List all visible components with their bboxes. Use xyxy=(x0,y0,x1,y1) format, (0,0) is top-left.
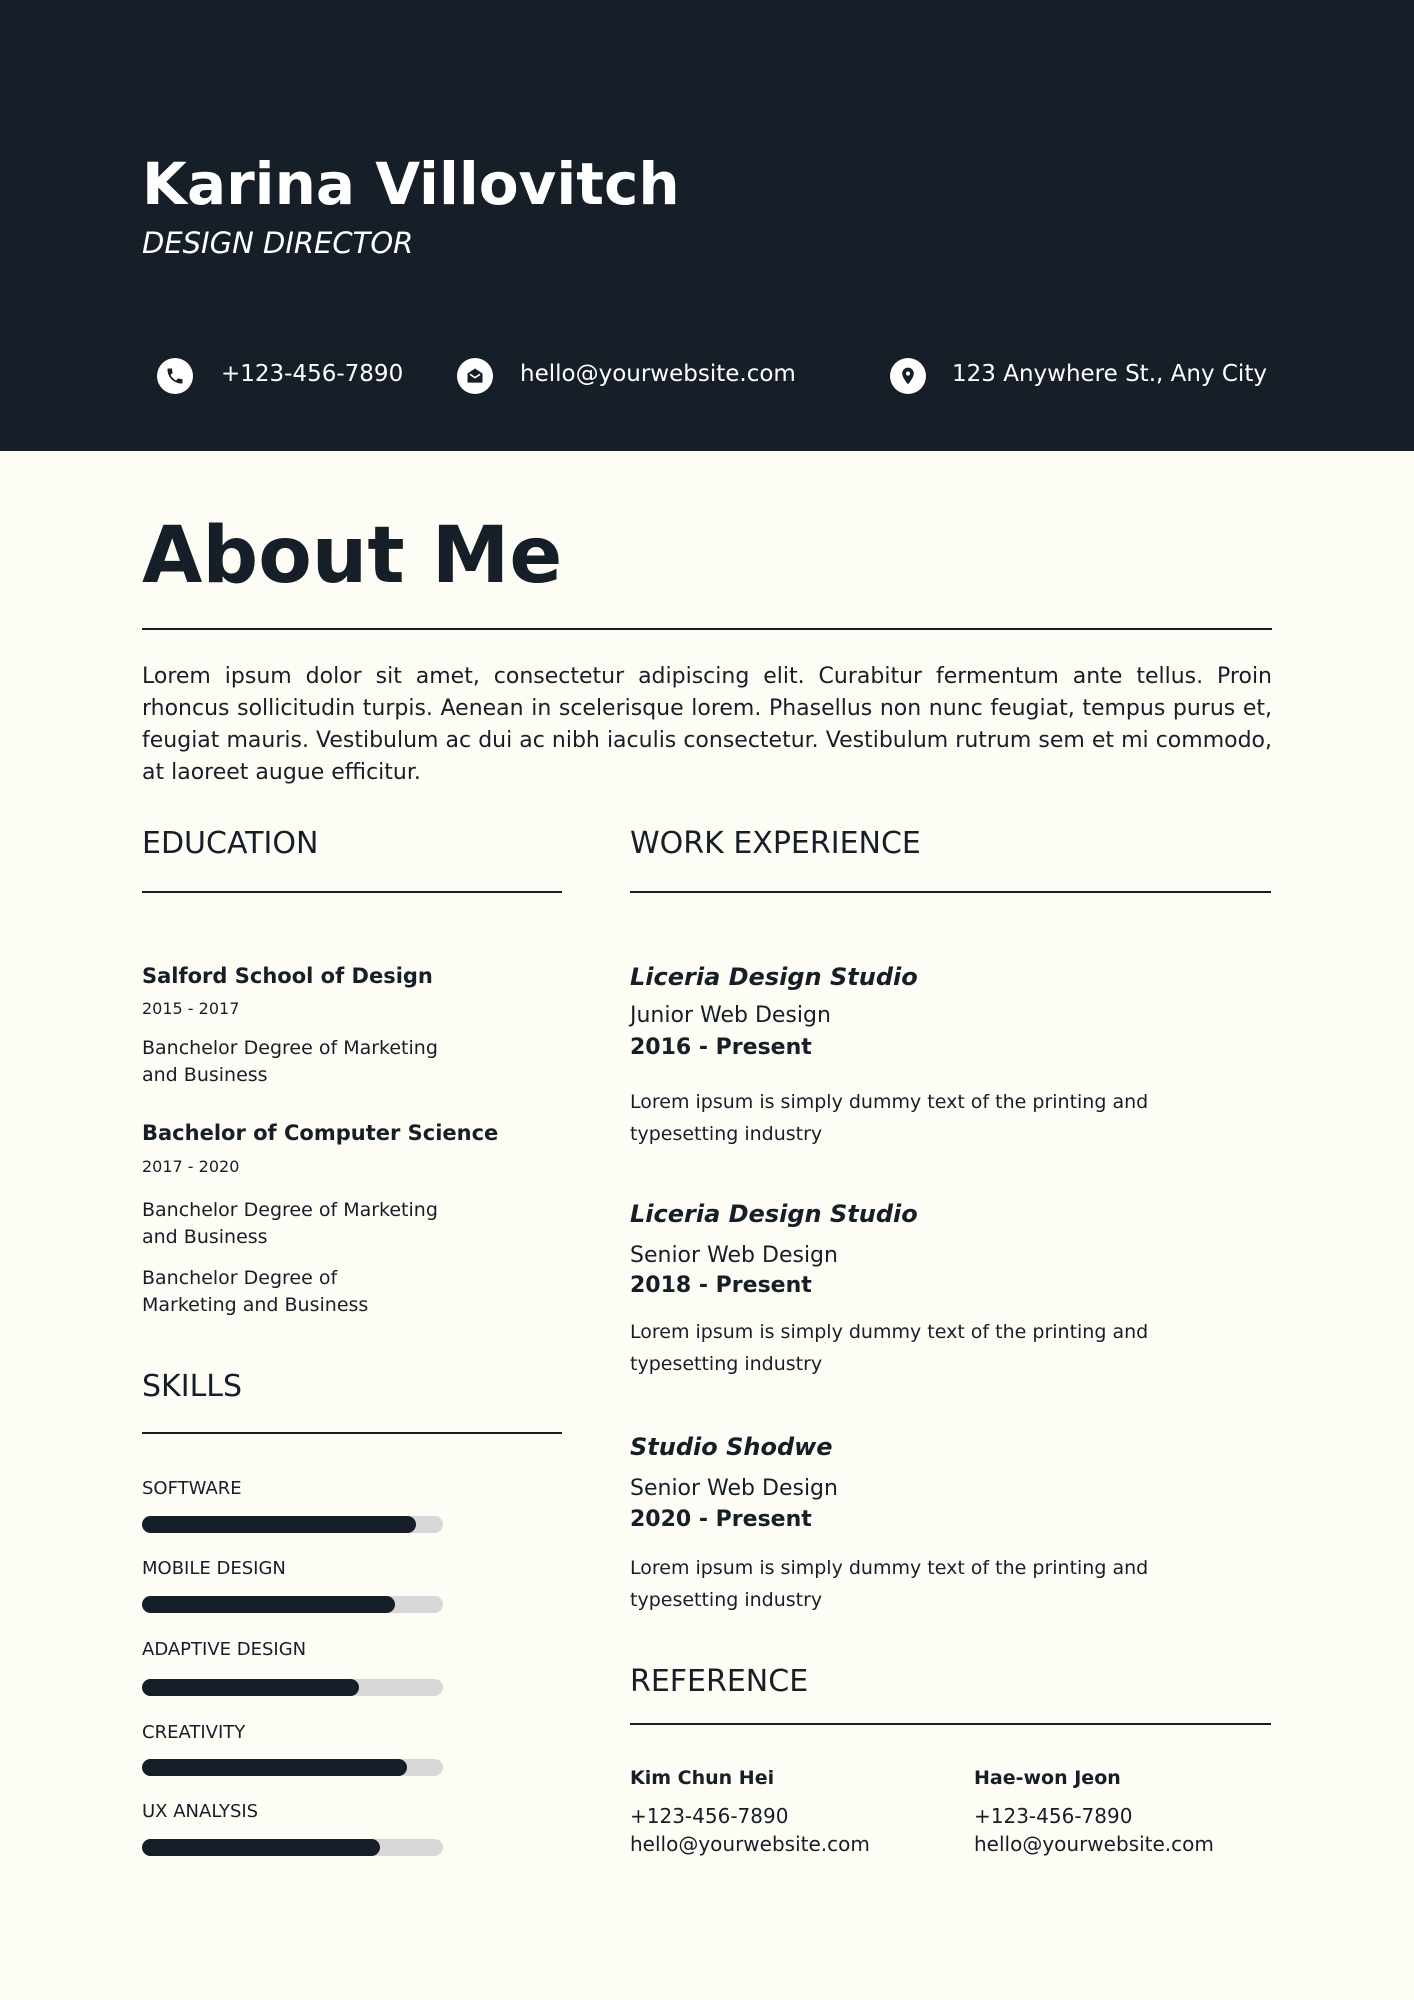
skill-label: CREATIVITY xyxy=(142,1722,246,1743)
work-description: Lorem ipsum is simply dummy text of the printing and typesetting industry xyxy=(630,1321,1149,1375)
work-years: 2018 - Present xyxy=(630,1273,812,1298)
skill-bar xyxy=(142,1596,443,1613)
education-degree: Banchelor Degree of Marketing and Business xyxy=(142,1037,438,1086)
reference-phone: +123-456-7890 xyxy=(630,1804,789,1828)
skill-bar-fill xyxy=(142,1759,407,1776)
education-years: 2015 - 2017 xyxy=(142,999,240,1018)
header-address: 123 Anywhere St., Any City xyxy=(952,361,1267,387)
about-text: Lorem ipsum dolor sit amet, consectetur adipiscing elit. Curabitur fermentum ante tellus. Proin rhoncus sollicitudin turpis. Aenean in scelerisque lorem. Phasellus non nunc feugiat, tempus purus et, feugiat mauris. Vestibulum ac dui ac nibh iaculis consectetur. Vestibulum rutrum sem et mi commodo, at laoreet augue efficitur. xyxy=(142,664,1272,785)
work-years: 2016 - Present xyxy=(630,1035,812,1060)
education-degree: Banchelor Degree of Marketing and Business xyxy=(142,1267,369,1316)
reference-title: REFERENCE xyxy=(630,1664,809,1699)
education-school: Salford School of Design xyxy=(142,964,433,988)
work-role: Senior Web Design xyxy=(630,1243,838,1268)
divider xyxy=(142,891,562,893)
work-company: Studio Shodwe xyxy=(630,1433,833,1461)
divider xyxy=(142,628,1272,630)
skill-bar xyxy=(142,1679,443,1696)
email-icon xyxy=(457,358,493,394)
candidate-name: Karina Villovitch xyxy=(142,150,680,218)
reference-email: hello@yourwebsite.com xyxy=(974,1832,1214,1856)
education-school: Bachelor of Computer Science xyxy=(142,1121,499,1145)
phone-icon xyxy=(157,358,193,394)
divider xyxy=(630,891,1271,893)
location-pin-icon xyxy=(890,358,926,394)
skill-bar-fill xyxy=(142,1596,395,1613)
skill-label: ADAPTIVE DESIGN xyxy=(142,1639,307,1660)
reference-name: Hae-won Jeon xyxy=(974,1767,1121,1789)
skill-bar-fill xyxy=(142,1839,380,1856)
education-degree: Banchelor Degree of Marketing and Business xyxy=(142,1199,438,1248)
divider xyxy=(142,1432,562,1434)
work-role: Junior Web Design xyxy=(630,1003,831,1028)
skill-label: UX ANALYSIS xyxy=(142,1801,259,1822)
reference-email: hello@yourwebsite.com xyxy=(630,1832,870,1856)
skill-bar xyxy=(142,1839,443,1856)
work-company: Liceria Design Studio xyxy=(630,963,918,991)
skill-label: MOBILE DESIGN xyxy=(142,1558,286,1579)
work-years: 2020 - Present xyxy=(630,1507,812,1532)
work-role: Senior Web Design xyxy=(630,1476,838,1501)
header-email: hello@yourwebsite.com xyxy=(520,361,796,387)
about-title: About Me xyxy=(142,511,563,601)
divider xyxy=(630,1723,1271,1725)
work-company: Liceria Design Studio xyxy=(630,1200,918,1228)
skill-bar-fill xyxy=(142,1516,416,1533)
education-years: 2017 - 2020 xyxy=(142,1157,240,1176)
candidate-role: DESIGN DIRECTOR xyxy=(142,226,414,260)
work-title: WORK EXPERIENCE xyxy=(630,826,921,861)
header-phone: +123-456-7890 xyxy=(221,361,404,387)
work-description: Lorem ipsum is simply dummy text of the printing and typesetting industry xyxy=(630,1557,1149,1611)
skill-bar-fill xyxy=(142,1679,359,1696)
education-title: EDUCATION xyxy=(142,826,319,861)
reference-phone: +123-456-7890 xyxy=(974,1804,1133,1828)
skills-title: SKILLS xyxy=(142,1369,243,1404)
reference-name: Kim Chun Hei xyxy=(630,1767,775,1789)
skill-label: SOFTWARE xyxy=(142,1478,242,1499)
skill-bar xyxy=(142,1759,443,1776)
work-description: Lorem ipsum is simply dummy text of the printing and typesetting industry xyxy=(630,1091,1149,1145)
skill-bar xyxy=(142,1516,443,1533)
